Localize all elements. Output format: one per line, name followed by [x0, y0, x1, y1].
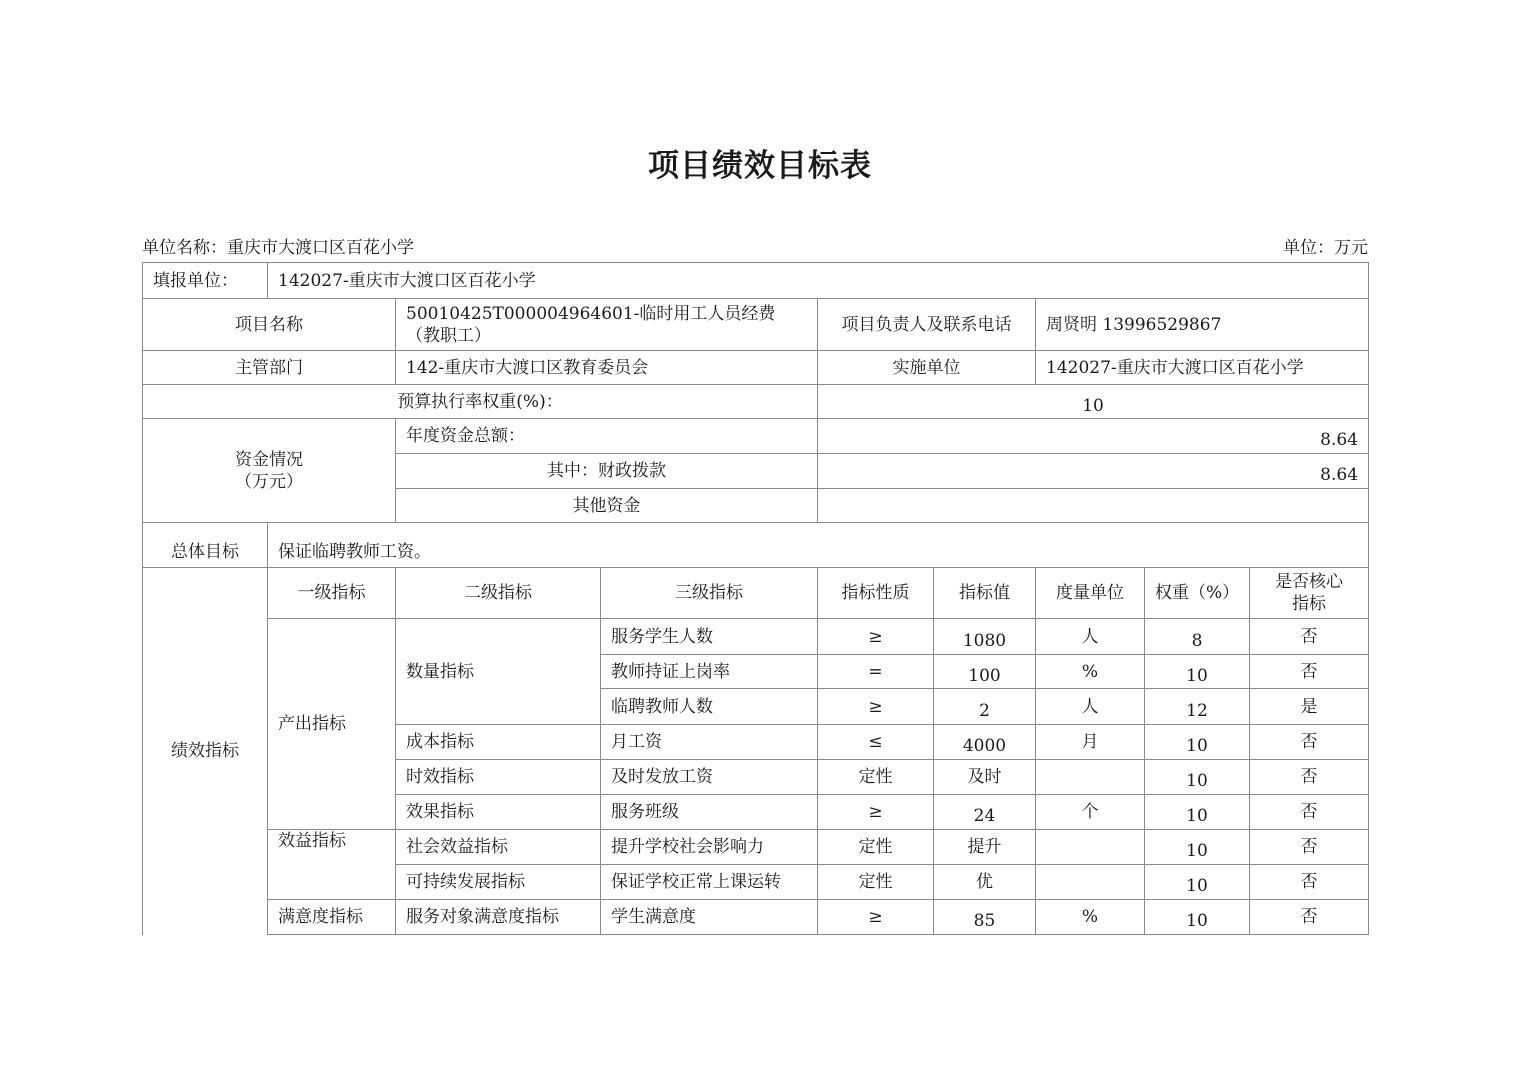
row-level3: 及时发放工资	[601, 760, 818, 795]
row-nature: ≥	[818, 795, 934, 830]
row-value: 100	[934, 655, 1036, 689]
performance-target-table	[142, 262, 1369, 935]
perf-header-row	[143, 568, 1369, 619]
header-core: 是否核心指标	[1250, 568, 1369, 619]
row-weight: 10	[1145, 725, 1250, 760]
row-weight: 10	[1145, 830, 1250, 865]
header-nature: 指标性质	[818, 568, 934, 619]
impl-unit-label: 实施单位	[818, 351, 1036, 385]
row-core: 否	[1250, 900, 1369, 935]
row-unit: %	[1036, 900, 1145, 935]
row-weight: 10	[1145, 795, 1250, 830]
level1-satisfaction: 满意度指标	[268, 900, 396, 935]
level2-service-satisfaction: 服务对象满意度指标	[396, 900, 601, 935]
project-name-value: 50010425T000004964601-临时用工人员经费（教职工）	[396, 299, 818, 351]
row-level3: 保证学校正常上课运转	[601, 865, 818, 900]
level2-quantity: 数量指标	[396, 619, 601, 725]
funds-total-value: 8.64	[818, 419, 1369, 454]
dept-label: 主管部门	[143, 351, 396, 385]
row-core: 否	[1250, 760, 1369, 795]
row-value: 1080	[934, 619, 1036, 655]
funds-total-row	[143, 419, 1369, 454]
level2-sustainable: 可持续发展指标	[396, 865, 601, 900]
project-owner-label: 项目负责人及联系电话	[818, 299, 1036, 351]
row-nature: 定性	[818, 865, 934, 900]
row-level3: 教师持证上岗率	[601, 655, 818, 689]
row-nature: 定性	[818, 830, 934, 865]
row-level3: 服务学生人数	[601, 619, 818, 655]
row-value: 提升	[934, 830, 1036, 865]
row-level3: 临聘教师人数	[601, 689, 818, 725]
funds-label-line2: （万元）	[235, 471, 303, 492]
project-name-label: 项目名称	[143, 299, 396, 351]
row-unit: %	[1036, 655, 1145, 689]
row-weight: 8	[1145, 619, 1250, 655]
table-row	[143, 830, 1369, 865]
row-core: 否	[1250, 865, 1369, 900]
overall-goal-label: 总体目标	[143, 523, 268, 568]
header-value: 指标值	[934, 568, 1036, 619]
project-name-row	[143, 299, 1369, 351]
funds-other-label: 其他资金	[396, 489, 818, 523]
page-title: 项目绩效目标表	[648, 148, 872, 184]
row-unit: 人	[1036, 689, 1145, 725]
row-nature: ≤	[818, 725, 934, 760]
funds-fiscal-label: 其中：财政拨款	[396, 454, 818, 489]
level2-cost: 成本指标	[396, 725, 601, 760]
level2-timeliness: 时效指标	[396, 760, 601, 795]
funds-fiscal-value: 8.64	[818, 454, 1369, 489]
row-unit: 个	[1036, 795, 1145, 830]
row-unit	[1036, 760, 1145, 795]
level1-output: 产出指标	[268, 619, 396, 830]
dept-row	[143, 351, 1369, 385]
row-weight: 10	[1145, 865, 1250, 900]
row-value: 优	[934, 865, 1036, 900]
row-level3: 学生满意度	[601, 900, 818, 935]
funds-label-line1: 资金情况	[235, 449, 303, 470]
row-unit: 人	[1036, 619, 1145, 655]
row-nature: ≥	[818, 900, 934, 935]
level2-social: 社会效益指标	[396, 830, 601, 865]
overall-goal-value: 保证临聘教师工资。	[268, 523, 1369, 568]
row-weight: 10	[1145, 760, 1250, 795]
row-value: 及时	[934, 760, 1036, 795]
dept-value: 142-重庆市大渡口区教育委员会	[396, 351, 818, 385]
fill-unit-value: 142027-重庆市大渡口区百花小学	[268, 263, 1369, 299]
funds-label	[143, 419, 396, 523]
table-row	[143, 900, 1369, 935]
fill-unit-label: 填报单位：	[143, 263, 268, 299]
row-level3: 月工资	[601, 725, 818, 760]
row-core: 是	[1250, 689, 1369, 725]
budget-weight-label: 预算执行率权重(%)：	[143, 385, 818, 419]
level1-benefit: 效益指标	[268, 830, 396, 900]
row-value: 85	[934, 900, 1036, 935]
row-level3: 提升学校社会影响力	[601, 830, 818, 865]
funds-total-label: 年度资金总额：	[396, 419, 818, 454]
table-row	[143, 619, 1369, 655]
header-level2: 二级指标	[396, 568, 601, 619]
header-unit: 度量单位	[1036, 568, 1145, 619]
row-core: 否	[1250, 725, 1369, 760]
project-owner-value: 周贤明 13996529867	[1036, 299, 1369, 351]
budget-weight-row	[143, 385, 1369, 419]
row-level3: 服务班级	[601, 795, 818, 830]
impl-unit-value: 142027-重庆市大渡口区百花小学	[1036, 351, 1369, 385]
row-unit	[1036, 830, 1145, 865]
row-core: 否	[1250, 619, 1369, 655]
row-weight: 12	[1145, 689, 1250, 725]
row-value: 2	[934, 689, 1036, 725]
currency-unit-label: 单位：万元	[1283, 238, 1368, 258]
row-nature: ≥	[818, 619, 934, 655]
fill-unit-row	[143, 263, 1369, 299]
row-core: 否	[1250, 655, 1369, 689]
header-level3: 三级指标	[601, 568, 818, 619]
row-weight: 10	[1145, 900, 1250, 935]
row-nature: 定性	[818, 760, 934, 795]
row-core: 否	[1250, 795, 1369, 830]
row-unit	[1036, 865, 1145, 900]
budget-weight-value: 10	[818, 385, 1369, 419]
perf-label: 绩效指标	[143, 568, 268, 935]
header-level1: 一级指标	[268, 568, 396, 619]
row-value: 24	[934, 795, 1036, 830]
row-core: 否	[1250, 830, 1369, 865]
row-nature: =	[818, 655, 934, 689]
row-weight: 10	[1145, 655, 1250, 689]
level2-effect: 效果指标	[396, 795, 601, 830]
header-weight: 权重（%）	[1145, 568, 1250, 619]
unit-name-label: 单位名称：重庆市大渡口区百花小学	[142, 238, 414, 258]
row-value: 4000	[934, 725, 1036, 760]
funds-other-value	[818, 489, 1369, 523]
row-unit: 月	[1036, 725, 1145, 760]
overall-goal-row	[143, 523, 1369, 568]
row-nature: ≥	[818, 689, 934, 725]
